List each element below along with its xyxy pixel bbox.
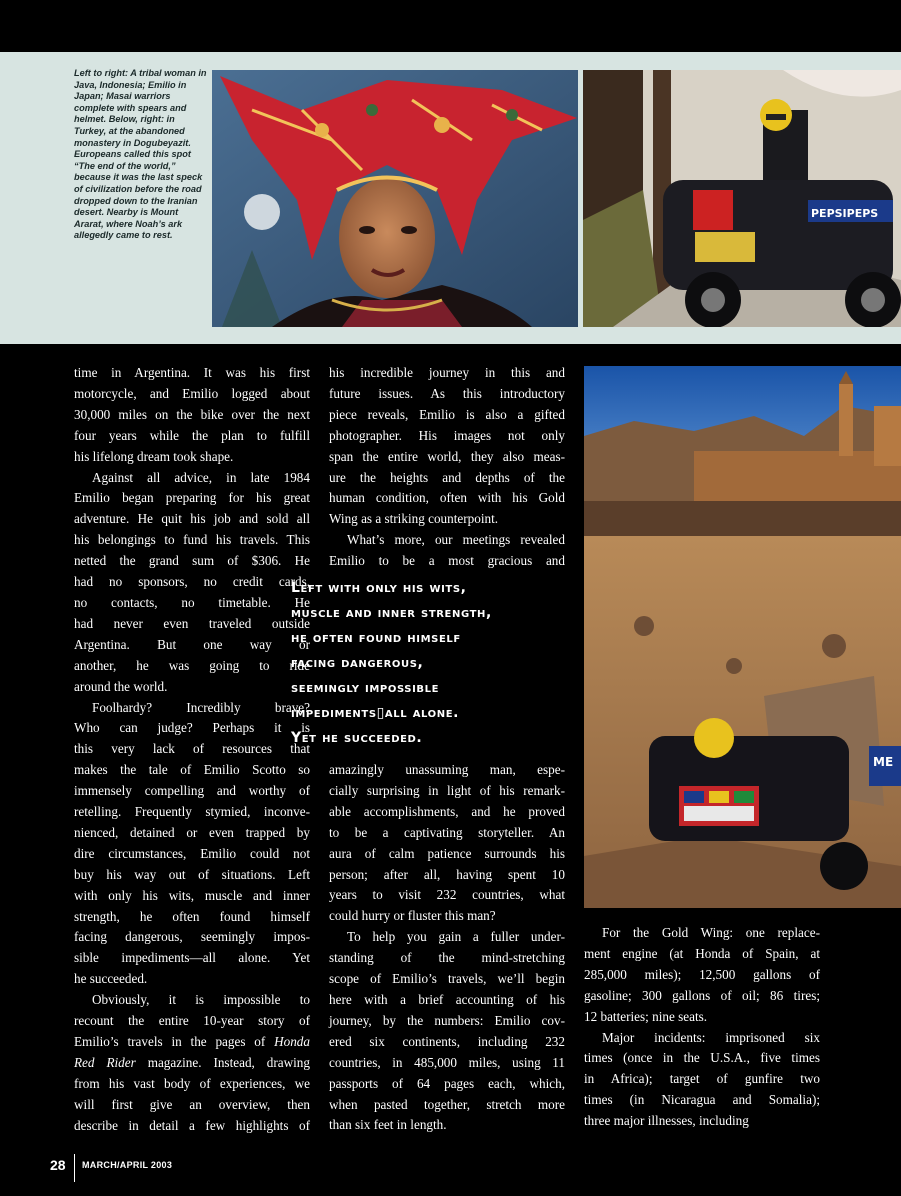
- text-line: retelling. Frequently stymied, inconve-: [74, 804, 310, 820]
- text-line: motorcycle, and Emilio logged about: [74, 385, 310, 401]
- magazine-title-cont: Red Rider: [74, 1054, 136, 1070]
- article-column-2-bottom: [329, 760, 565, 1136]
- text-line: Obviously, it is impossible to: [92, 992, 310, 1008]
- text-line: in Africa); target of gunfire two: [584, 1071, 820, 1087]
- article-column-1: [74, 363, 310, 1137]
- text-line: no contacts, no timetable. He: [74, 594, 310, 610]
- pull-quote-line: seemingly impossible: [291, 680, 440, 696]
- text-line: with only his wits, muscle and inner: [74, 887, 310, 903]
- text-line: he succeeded.: [74, 971, 148, 987]
- text-line: able accomplishments, and he proved: [329, 803, 565, 819]
- text-line: adventure. He quit his job and sold all: [74, 511, 310, 527]
- text-line: passports of 64 pages each, which,: [329, 1075, 565, 1091]
- text-line: cially surprising in light of his remark-: [329, 782, 565, 798]
- text-line: To help you gain a fuller under-: [347, 929, 565, 945]
- text-line: journey, by the numbers: Emilio cov-: [329, 1012, 565, 1028]
- pull-quote-line: impediments▯all alone.: [291, 705, 460, 721]
- text-line: had never even traveled outside: [74, 615, 310, 631]
- text-line: 285,000 miles); 12,500 gallons of: [584, 966, 820, 982]
- text-line: ment engine (at Honda of Spain, at: [584, 945, 820, 961]
- text-line: Wing as a striking counterpoint.: [329, 511, 499, 527]
- bike-sticker-text: PEPSIPEPS: [811, 207, 879, 220]
- text-line: netted the grand sum of $306. He: [74, 553, 310, 569]
- text-line: 30,000 miles on the bike over the next: [74, 406, 310, 422]
- text-line: aura of calm patience surrounds his: [329, 845, 565, 861]
- text-line: strength, he often found himself: [74, 908, 310, 924]
- text-line: photographer. His images not only: [329, 427, 565, 443]
- text-line: three major illnesses, including: [584, 1113, 749, 1129]
- text-line: around the world.: [74, 678, 168, 694]
- text-line: What’s more, our meetings revealed: [347, 532, 565, 548]
- text-line: Emilio to be a most gracious and: [329, 553, 565, 569]
- text-line: [74, 1032, 310, 1053]
- text-line: 12 batteries; nine seats.: [584, 1008, 708, 1024]
- text-line: buy his way out of situations. Left: [74, 866, 310, 882]
- photo-tribal-woman: [212, 70, 578, 327]
- text-line: times (in Nicaragua and Somalia);: [584, 1092, 820, 1108]
- text-line: ure the heights and depths of the: [329, 469, 565, 485]
- text-line: amazingly unassuming man, espe-: [329, 762, 565, 777]
- text-line: span the entire world, they also meas-: [329, 448, 565, 464]
- page-number: 28: [50, 1157, 66, 1173]
- text-line: time in Argentina. It was his first: [74, 365, 310, 380]
- article-column-2-top: [329, 363, 565, 572]
- text-line: facing dangerous, seemingly impos-: [74, 929, 310, 945]
- pull-quote: [291, 576, 581, 751]
- text-fragment: magazine. Instead, drawing: [135, 1054, 310, 1070]
- text-line: Argentina. But one way or: [74, 636, 310, 652]
- pull-quote-line: facing dangerous,: [291, 655, 424, 671]
- text-line: four years while the plan to fulfill: [74, 427, 310, 443]
- text-line: dire circumstances, Emilio could not: [74, 845, 310, 861]
- text-line: gasoline; 300 gallons of oil; 86 tires;: [584, 987, 820, 1003]
- text-line: human condition, often with his Gold: [329, 490, 565, 506]
- text-line: Major incidents: imprisoned six: [602, 1029, 820, 1045]
- text-line: immensely compelling and worthy of: [74, 783, 310, 799]
- text-line: standing of the mind-stretching: [329, 950, 565, 966]
- text-line: nienced, detained or even trapped by: [74, 824, 310, 840]
- text-line: when pasted together, stretch more: [329, 1096, 565, 1112]
- pull-quote-line: he often found himself: [291, 630, 461, 646]
- text-line: scope of Emilio’s travels, we’ll begin: [329, 971, 565, 987]
- text-line: his incredible journey in this and: [329, 365, 565, 380]
- text-line: times (once in the U.S.A., five times: [584, 1050, 820, 1066]
- photo-caption: Left to right: A tribal woman in Java, Indonesia; Emilio in Japan; Masai warriors complete with spears and helmet. Below, right: in Turkey, at the abandoned monastery in Dogubeyazit. Europeans called this spot “The end of the world,” because it was the last speck of civilization before the road dropped down to the Iranian desert. Nearby is Mount Ararat, where Noah’s ark allegedly came to rest.: [74, 68, 207, 241]
- text-line: piece reveals, Emilio is also a gifted: [329, 406, 565, 422]
- magazine-title: Honda: [274, 1034, 310, 1049]
- text-line: describe in detail a few highlights of: [74, 1117, 310, 1133]
- text-line: Foolhardy? Incredibly brave?: [92, 699, 310, 715]
- text-fragment: Emilio’s travels in the pages of: [74, 1034, 275, 1049]
- article-column-3: [584, 923, 820, 1132]
- pull-quote-line: Left with only his wits,: [291, 580, 467, 596]
- photo-emilio-japan: [583, 70, 901, 327]
- text-line: than six feet in length.: [329, 1117, 447, 1133]
- text-line: countries, in 485,000 miles, using 11: [329, 1054, 565, 1070]
- text-line: makes the tale of Emilio Scotto so: [74, 762, 310, 778]
- footer-divider: [74, 1154, 75, 1182]
- text-line: this very lack of resources that: [74, 741, 310, 757]
- text-line: future issues. As this introductory: [329, 385, 565, 401]
- bike-sticker-text-2: ME: [873, 755, 894, 769]
- text-line: years to visit 232 countries, what: [329, 887, 565, 903]
- text-line: from his vast body of experiences, we: [74, 1075, 310, 1091]
- text-line: his lifelong dream took shape.: [74, 448, 234, 464]
- text-line: had no sponsors, no credit cards,: [74, 574, 310, 590]
- text-line: here with a brief accounting of his: [329, 991, 565, 1007]
- pull-quote-line: muscle and inner strength,: [291, 605, 492, 621]
- text-line: sible impediments—all alone. Yet: [74, 950, 310, 966]
- text-line: Who can judge? Perhaps it is: [74, 720, 310, 736]
- issue-date: MARCH/APRIL 2003: [82, 1160, 173, 1170]
- text-line: Against all advice, in late 1984: [92, 469, 310, 485]
- text-line: Emilio began preparing for his great: [74, 490, 310, 506]
- text-line: another, he was going to ride: [74, 657, 310, 673]
- text-line: person; after all, having spent 10: [329, 866, 565, 882]
- text-line: [74, 1053, 310, 1074]
- text-line: will first give an overview, then: [74, 1096, 310, 1112]
- pull-quote-line: Yet he succeeded.: [291, 730, 423, 746]
- text-line: to be a captivating storyteller. An: [329, 824, 565, 840]
- text-line: ered six continents, including 232: [329, 1033, 565, 1049]
- text-line: his belongings to fund his travels. This: [74, 532, 310, 548]
- text-line: recount the entire 10-year story of: [74, 1013, 310, 1029]
- photo-turkey-monastery: [584, 366, 901, 908]
- text-line: could hurry or fluster this man?: [329, 908, 496, 924]
- text-line: For the Gold Wing: one replace-: [602, 925, 820, 940]
